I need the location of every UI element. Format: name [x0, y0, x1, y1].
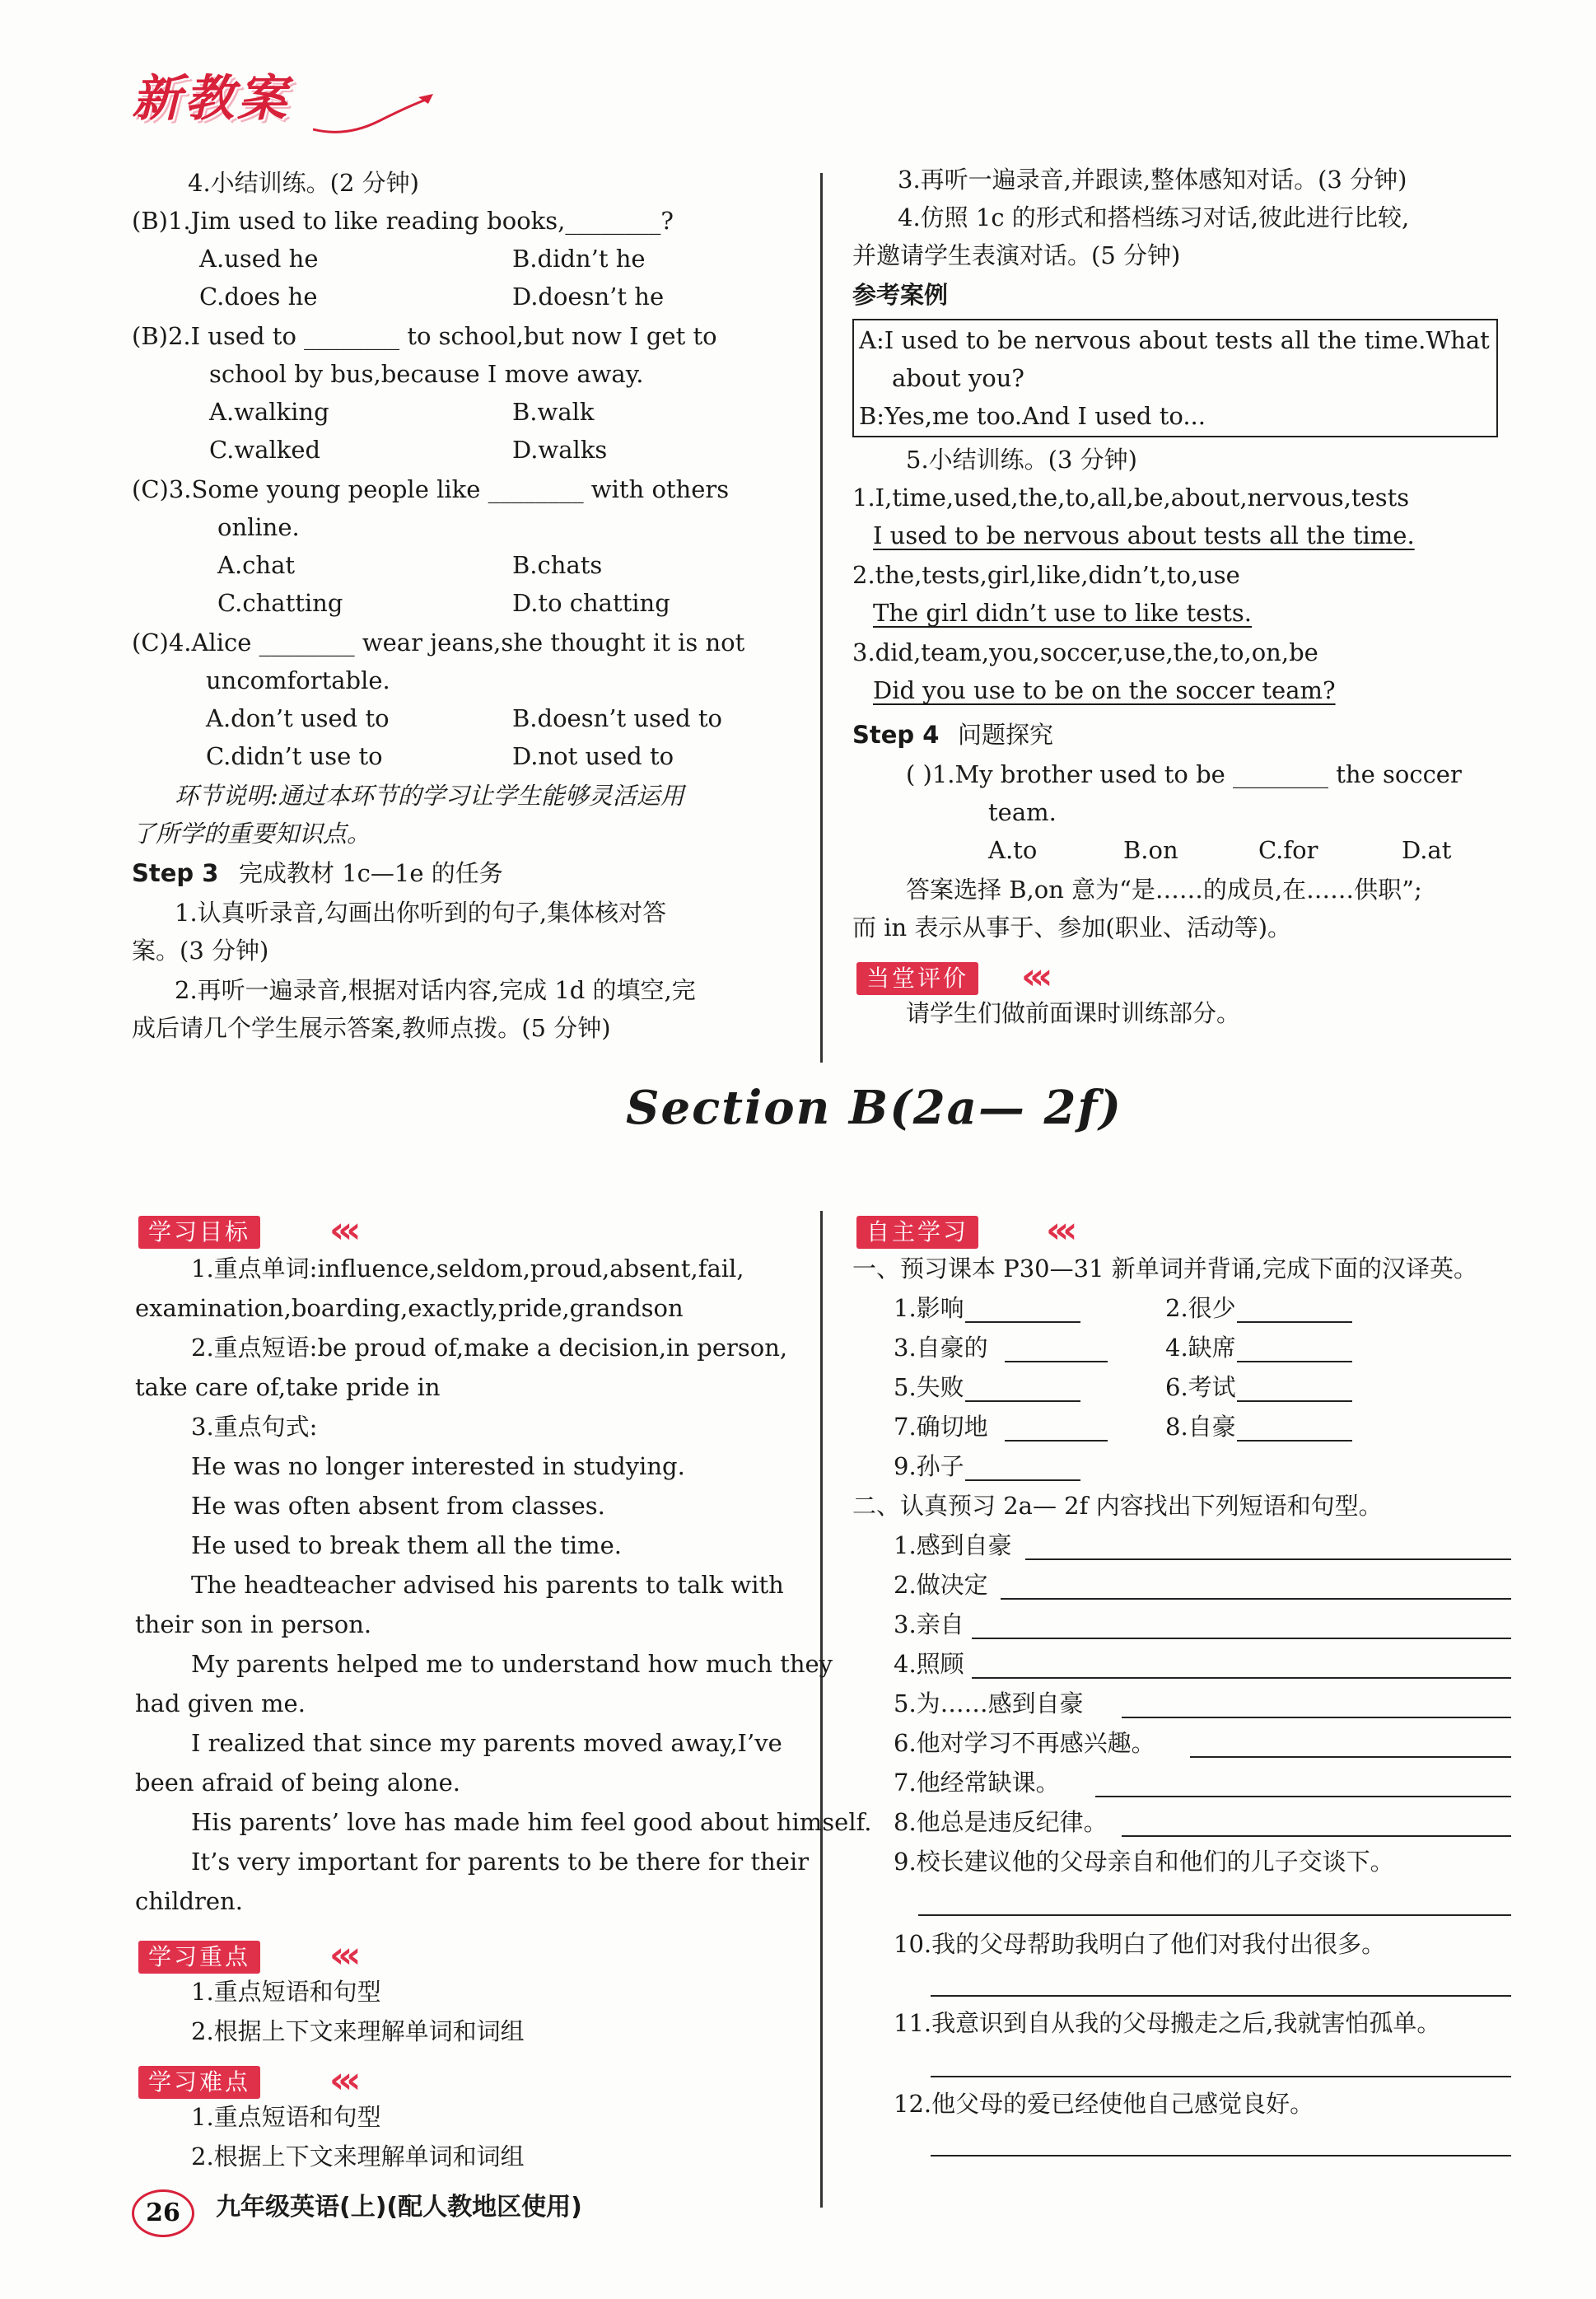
- option: D.to chatting: [512, 589, 670, 617]
- question-4-cont: uncomfortable.: [206, 666, 390, 694]
- chevrons-icon: ‹‹‹: [329, 1209, 355, 1251]
- goal-sentences: 3.重点句式:: [191, 1413, 318, 1441]
- chevrons-icon: ‹‹‹: [1046, 1209, 1071, 1251]
- option: B.walk: [512, 398, 595, 426]
- phrase-item: 2.做决定: [894, 1571, 988, 1599]
- question-2: (B)2.I used to ________ to school,but now I get to: [132, 322, 717, 350]
- option: A.to: [988, 836, 1038, 864]
- step-item-3: 3.再听一遍录音,并跟读,整体感知对话。(3 分钟): [898, 166, 1407, 194]
- phrase-item: 9.校长建议他的父母亲自和他们的儿子交谈下。: [894, 1848, 1394, 1876]
- answer-blank[interactable]: [1001, 1598, 1511, 1600]
- option: B.doesn’t used to: [512, 704, 722, 732]
- reference-case-heading: 参考案例: [852, 281, 949, 309]
- phrase-item: 10.我的父母帮助我明白了他们对我付出很多。: [894, 1930, 1386, 1958]
- badge-class-evaluation: 当堂评价: [856, 962, 978, 995]
- option: C.chatting: [217, 589, 343, 617]
- chevrons-icon: ‹‹‹: [329, 2059, 355, 2101]
- vocab-item: 3.自豪的: [894, 1334, 988, 1362]
- step-3-item-1-cont: 案。(3 分钟): [132, 937, 269, 965]
- sentence: The headteacher advised his parents to talk with: [191, 1571, 784, 1599]
- exercise-1-answer: I used to be nervous about tests all the time.: [873, 521, 1415, 549]
- phrase-item: 6.他对学习不再感兴趣。: [894, 1729, 1155, 1757]
- question-3-cont: online.: [217, 513, 300, 541]
- step-3-title: 完成教材 1c—1e 的任务: [239, 859, 503, 887]
- goal-phrases-cont: take care of,take pride in: [135, 1373, 441, 1401]
- key-point-2: 2.根据上下文来理解单词和词组: [191, 2017, 525, 2045]
- sentence: He was often absent from classes.: [191, 1492, 605, 1520]
- answer-blank[interactable]: [931, 1995, 1511, 1997]
- question-4: (C)4.Alice ________ wear jeans,she thought it is not: [132, 628, 745, 657]
- answer-blank[interactable]: [931, 2076, 1511, 2077]
- answer-explanation: 答案选择 B,on 意为“是……的成员,在……供职”;: [906, 876, 1422, 904]
- sentence: It’s very important for parents to be there for their: [191, 1848, 810, 1876]
- answer-blank[interactable]: [972, 1677, 1511, 1679]
- sentence-cont: their son in person.: [135, 1610, 372, 1638]
- sentence-cont: been afraid of being alone.: [135, 1769, 460, 1797]
- option: C.didn’t use to: [206, 742, 383, 770]
- chevrons-icon: ‹‹‹: [329, 1934, 355, 1976]
- answer-blank[interactable]: [1005, 1440, 1108, 1442]
- problem-1-cont: team.: [988, 798, 1057, 826]
- page-number: 26: [132, 2189, 194, 2237]
- option: D.walks: [512, 436, 608, 464]
- option: B.on: [1123, 836, 1178, 864]
- answer-blank[interactable]: [1237, 1440, 1352, 1442]
- question-2-cont: school by bus,because I move away.: [209, 360, 644, 388]
- step-3-item-1: 1.认真听录音,勾画出你听到的句子,集体核对答: [175, 899, 667, 927]
- exercise-1-words: 1.I,time,used,the,to,all,be,about,nervous,tests: [852, 484, 1410, 512]
- option: D.not used to: [512, 742, 674, 770]
- answer-blank[interactable]: [1122, 1717, 1511, 1718]
- footer-book-title: 九年级英语(上)(配人教地区使用): [216, 2193, 582, 2222]
- answer-blank[interactable]: [965, 1321, 1080, 1323]
- dialogue-line-a-cont: about you?: [892, 364, 1024, 392]
- sentence-cont: had given me.: [135, 1689, 306, 1717]
- option: B.chats: [512, 551, 603, 579]
- question-1: (B)1.Jim used to like reading books,________?: [132, 207, 674, 235]
- step-3-item-2-cont: 成后请几个学生展示答案,教师点拨。(5 分钟): [132, 1014, 611, 1042]
- answer-blank[interactable]: [1190, 1756, 1511, 1758]
- chevrons-icon: ‹‹‹: [1021, 956, 1047, 998]
- phrase-item: 5.为……感到自豪: [894, 1689, 1084, 1717]
- difficulty-2: 2.根据上下文来理解单词和词组: [191, 2142, 525, 2170]
- sentence-cont: children.: [135, 1887, 243, 1915]
- sentence: He used to break them all the time.: [191, 1531, 622, 1559]
- exercise-3-answer: Did you use to be on the soccer team?: [873, 676, 1336, 704]
- phrase-item: 4.照顾: [894, 1650, 964, 1678]
- badge-difficulties: 学习难点: [138, 2066, 260, 2099]
- vocab-item: 4.缺席: [1165, 1334, 1236, 1362]
- answer-blank[interactable]: [1005, 1361, 1108, 1362]
- sentence: My parents helped me to understand how much they: [191, 1650, 833, 1678]
- option: A.chat: [217, 551, 296, 579]
- phrase-item: 3.亲自: [894, 1610, 964, 1638]
- step-4-label: Step 4: [852, 721, 940, 749]
- evaluation-text: 请学生们做前面课时训练部分。: [906, 999, 1241, 1027]
- exercise-3-words: 3.did,team,you,soccer,use,the,to,on,be: [852, 638, 1318, 666]
- option: A.walking: [209, 398, 329, 426]
- option: D.doesn’t he: [512, 283, 665, 311]
- option: C.walked: [209, 436, 321, 464]
- pen-swoosh-icon: [313, 92, 436, 142]
- answer-explanation-cont: 而 in 表示从事于、参加(职业、活动等)。: [852, 914, 1292, 942]
- brand-logo: 新教案: [132, 70, 290, 128]
- vocab-item: 5.失败: [894, 1373, 964, 1401]
- summary-heading-5: 5.小结训练。(3 分钟): [906, 446, 1137, 474]
- vocab-item: 9.孙子: [894, 1452, 964, 1480]
- phrase-item: 8.他总是违反纪律。: [894, 1808, 1108, 1836]
- step-item-4: 4.仿照 1c 的形式和搭档练习对话,彼此进行比较,: [898, 203, 1410, 231]
- section-note-cont: 了所学的重要知识点。: [132, 820, 371, 848]
- goal-words: 1.重点单词:influence,seldom,proud,absent,fail,: [191, 1255, 744, 1283]
- vocab-item: 7.确切地: [894, 1413, 988, 1441]
- column-divider: [820, 173, 823, 1063]
- instruction-2: 二、认真预习 2a— 2f 内容找出下列短语和句型。: [852, 1492, 1383, 1520]
- column-divider-bottom: [820, 1211, 823, 2208]
- badge-learning-goals: 学习目标: [138, 1216, 260, 1249]
- vocab-item: 1.影响: [894, 1294, 964, 1322]
- phrase-item: 12.他父母的爱已经使他自己感觉良好。: [894, 2090, 1314, 2118]
- option: A.used he: [199, 245, 319, 273]
- sentence: His parents’ love has made him feel good about himself.: [191, 1808, 872, 1836]
- phrase-item: 11.我意识到自从我的父母搬走之后,我就害怕孤单。: [894, 2009, 1441, 2037]
- summary-heading: 4.小结训练。(2 分钟): [188, 169, 419, 197]
- exercise-2-words: 2.the,tests,girl,like,didn’t,to,use: [852, 561, 1240, 589]
- phrase-item: 7.他经常缺课。: [894, 1769, 1060, 1797]
- dialogue-line-b: B:Yes,me too.And I used to...: [859, 402, 1206, 430]
- section-note: 环节说明:通过本环节的学习让学生能够灵活运用: [175, 782, 684, 810]
- vocab-item: 8.自豪: [1165, 1413, 1236, 1441]
- answer-blank[interactable]: [1237, 1361, 1352, 1362]
- goal-phrases: 2.重点短语:be proud of,make a decision,in person,: [191, 1334, 788, 1362]
- answer-blank[interactable]: [931, 2155, 1511, 2156]
- badge-key-points: 学习重点: [138, 1941, 260, 1974]
- vocab-item: 2.很少: [1165, 1294, 1236, 1322]
- instruction-1: 一、预习课本 P30—31 新单词并背诵,完成下面的汉译英。: [852, 1255, 1477, 1283]
- answer-blank[interactable]: [965, 1400, 1080, 1402]
- question-3: (C)3.Some young people like ________ with others: [132, 475, 730, 503]
- step-item-4-cont: 并邀请学生表演对话。(5 分钟): [852, 241, 1181, 269]
- goal-words-cont: examination,boarding,exactly,pride,grandson: [135, 1294, 684, 1322]
- section-title: Section B(2a— 2f): [626, 1081, 1122, 1135]
- key-point-1: 1.重点短语和句型: [191, 1978, 381, 2006]
- answer-blank[interactable]: [965, 1479, 1080, 1481]
- option: A.don’t used to: [206, 704, 390, 732]
- answer-blank[interactable]: [1122, 1835, 1511, 1837]
- answer-blank[interactable]: [918, 1914, 1511, 1916]
- step-3-item-2: 2.再听一遍录音,根据对话内容,完成 1d 的填空,完: [175, 976, 696, 1004]
- exercise-2-answer: The girl didn’t use to like tests.: [873, 599, 1252, 627]
- answer-blank[interactable]: [1237, 1321, 1352, 1323]
- option: B.didn’t he: [512, 245, 646, 273]
- step-4-title: 问题探究: [958, 721, 1054, 749]
- answer-blank[interactable]: [1095, 1796, 1511, 1797]
- answer-blank[interactable]: [1025, 1558, 1511, 1560]
- problem-1: ( )1.My brother used to be ________ the soccer: [906, 760, 1462, 788]
- sentence: He was no longer interested in studying.: [191, 1452, 685, 1480]
- option: C.does he: [199, 283, 318, 311]
- dialogue-line-a: A:I used to be nervous about tests all the time.What: [859, 326, 1490, 354]
- difficulty-1: 1.重点短语和句型: [191, 2103, 381, 2131]
- answer-blank[interactable]: [972, 1638, 1511, 1639]
- answer-blank[interactable]: [1237, 1400, 1352, 1402]
- sentence: I realized that since my parents moved away,I’ve: [191, 1729, 782, 1757]
- option: C.for: [1258, 836, 1318, 864]
- step-3-label: Step 3: [132, 859, 219, 887]
- option: D.at: [1402, 836, 1452, 864]
- badge-self-study: 自主学习: [856, 1216, 978, 1249]
- vocab-item: 6.考试: [1165, 1373, 1236, 1401]
- phrase-item: 1.感到自豪: [894, 1531, 1012, 1559]
